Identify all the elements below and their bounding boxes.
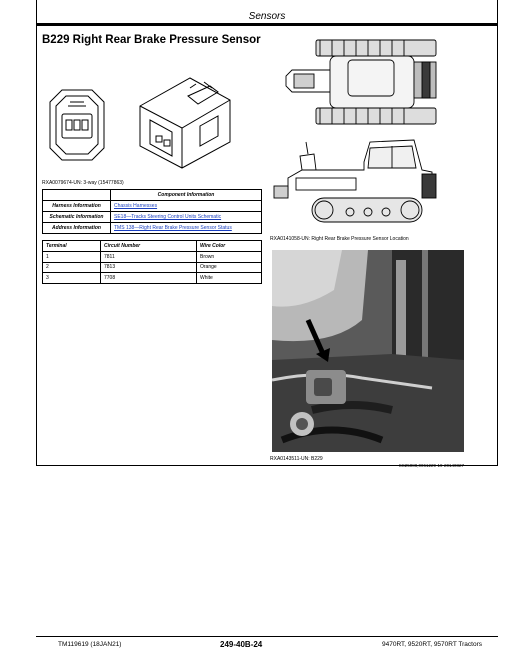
header-title: Sensors: [248, 11, 286, 22]
connector-iso-view: [140, 78, 230, 168]
schematic-link[interactable]: SE18—Tracks Steering Control Units Schematic: [111, 212, 262, 223]
tractor-side-view: [274, 140, 436, 222]
row-label: Schematic Information: [43, 212, 111, 223]
table-row: [43, 201, 262, 212]
sensor-photo: [272, 250, 464, 452]
circuit-cell: 7708: [101, 273, 197, 284]
component-info-table: [42, 189, 262, 234]
terminal-cell: 2: [43, 262, 101, 273]
terminal-table: [42, 240, 262, 284]
row-label: Address Information: [43, 223, 111, 234]
location-caption: RXA0141058-UN: Right Rear Brake Pressure Sensor Location: [270, 236, 409, 242]
wire-color-cell: Brown: [197, 252, 262, 263]
harness-link[interactable]: Chassis Harnesses: [111, 201, 262, 212]
address-link[interactable]: TMS 138—Right Rear Brake Pressure Sensor Status: [111, 223, 262, 234]
photo-caption: RXA0143511-UN: B229: [270, 456, 323, 462]
table-row: [43, 273, 262, 284]
terminal-cell: 1: [43, 252, 101, 263]
document-id: SS25088,0061229-19-20140827: [398, 463, 464, 468]
section-title: B229 Right Rear Brake Pressure Sensor: [42, 34, 261, 46]
terminal-header: Terminal: [43, 241, 101, 252]
footer-model-list: 9470RT, 9520RT, 9570RT Tractors: [382, 641, 482, 648]
connector-caption: RXA0079674-UN: 3-way (15477863): [42, 180, 124, 186]
page-header: [36, 0, 498, 24]
wire-color-cell: Orange: [197, 262, 262, 273]
table-row: [43, 262, 262, 273]
connector-face-view: [50, 90, 104, 160]
row-label: Harness Information: [43, 201, 111, 212]
tractor-location-illustration: [272, 36, 442, 232]
circuit-cell: 7811: [101, 252, 197, 263]
footer-page-number: 249-40B-24: [220, 640, 263, 649]
table-row: [43, 252, 262, 263]
circuit-header: Circuit Number: [101, 241, 197, 252]
wire-color-cell: White: [197, 273, 262, 284]
terminal-cell: 3: [43, 273, 101, 284]
wire-color-header: Wire Color: [197, 241, 262, 252]
connector-illustration: [40, 66, 240, 178]
table-row: [43, 223, 262, 234]
tractor-top-view: [286, 40, 436, 124]
footer-rule: [36, 636, 498, 637]
table-row: [43, 212, 262, 223]
component-info-heading: Component Information: [111, 190, 262, 201]
circuit-cell: 7813: [101, 262, 197, 273]
footer-manual-id: TM119619 (18JAN21): [58, 641, 122, 648]
